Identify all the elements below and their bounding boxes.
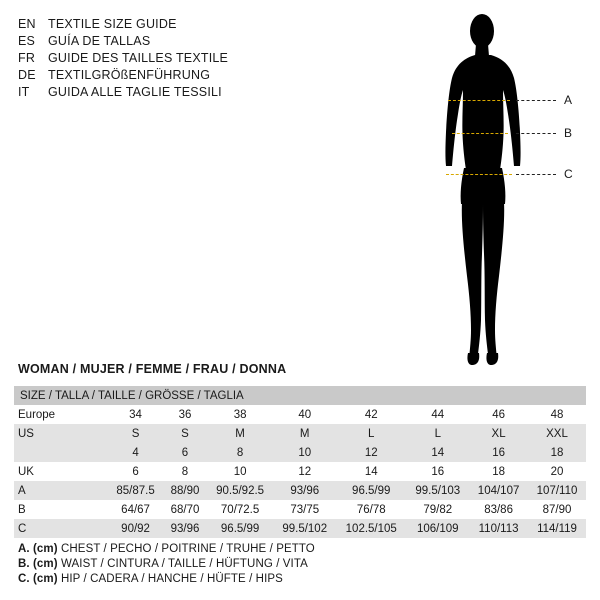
legend-row-c bbox=[18, 572, 578, 587]
cell: 70/72.5 bbox=[207, 500, 274, 519]
cell: S bbox=[108, 424, 163, 443]
chest-leader-line bbox=[516, 100, 556, 101]
row-label-b: B bbox=[14, 500, 108, 519]
cell: 18 bbox=[528, 443, 586, 462]
cell: L bbox=[336, 424, 406, 443]
cell: 64/67 bbox=[108, 500, 163, 519]
waist-guide-line bbox=[452, 133, 508, 134]
cell: 46 bbox=[469, 405, 528, 424]
cell: 4 bbox=[108, 443, 163, 462]
cell: 90/92 bbox=[108, 519, 163, 538]
cell: 42 bbox=[336, 405, 406, 424]
language-text-it: GUIDA ALLE TAGLIE TESSILI bbox=[48, 85, 222, 99]
cell: 6 bbox=[108, 462, 163, 481]
cell: 114/119 bbox=[528, 519, 586, 538]
row-label-c: C bbox=[14, 519, 108, 538]
table-row bbox=[14, 405, 586, 424]
legend-key-a: A. (cm) bbox=[18, 543, 58, 555]
cell: M bbox=[207, 424, 274, 443]
row-label-us-numeric bbox=[14, 443, 108, 462]
row-label-europe: Europe bbox=[14, 405, 108, 424]
cell: 16 bbox=[406, 462, 469, 481]
cell: 12 bbox=[273, 462, 336, 481]
hip-leader-line bbox=[516, 174, 556, 175]
cell: 79/82 bbox=[406, 500, 469, 519]
chest-guide-line bbox=[448, 100, 510, 101]
cell: L bbox=[406, 424, 469, 443]
cell: 90.5/92.5 bbox=[207, 481, 274, 500]
cell: 99.5/103 bbox=[406, 481, 469, 500]
cell: 10 bbox=[207, 462, 274, 481]
table-row bbox=[14, 519, 586, 538]
cell: 110/113 bbox=[469, 519, 528, 538]
language-row-it bbox=[18, 84, 278, 101]
cell: 10 bbox=[273, 443, 336, 462]
language-row-de bbox=[18, 67, 278, 84]
size-table-wrap bbox=[14, 386, 586, 538]
cell: S bbox=[163, 424, 207, 443]
legend-key-c: C. (cm) bbox=[18, 573, 58, 585]
size-table bbox=[14, 386, 586, 538]
cell: 12 bbox=[336, 443, 406, 462]
cell: 14 bbox=[406, 443, 469, 462]
language-code-en: EN bbox=[18, 17, 36, 31]
cell: 6 bbox=[163, 443, 207, 462]
cell: 93/96 bbox=[273, 481, 336, 500]
cell: 8 bbox=[163, 462, 207, 481]
row-label-us: US bbox=[14, 424, 108, 443]
marker-label-c: C bbox=[564, 167, 573, 181]
language-code-de: DE bbox=[18, 68, 36, 82]
cell: 83/86 bbox=[469, 500, 528, 519]
language-code-es: ES bbox=[18, 34, 36, 48]
cell: XXL bbox=[528, 424, 586, 443]
table-header-row bbox=[14, 386, 586, 405]
legend-key-b: B. (cm) bbox=[18, 558, 58, 570]
language-text-es: GUÍA DE TALLAS bbox=[48, 34, 151, 48]
cell: 107/110 bbox=[528, 481, 586, 500]
cell: 106/109 bbox=[406, 519, 469, 538]
female-body-silhouette-icon bbox=[420, 8, 600, 378]
marker-label-b: B bbox=[564, 126, 573, 140]
language-row-fr bbox=[18, 50, 278, 67]
language-code-fr: FR bbox=[18, 51, 36, 65]
language-row-es bbox=[18, 33, 278, 50]
cell: 16 bbox=[469, 443, 528, 462]
table-row bbox=[14, 481, 586, 500]
cell: 48 bbox=[528, 405, 586, 424]
cell: 36 bbox=[163, 405, 207, 424]
legend-row-a bbox=[18, 542, 578, 557]
language-row-en bbox=[18, 16, 278, 33]
cell: 99.5/102 bbox=[273, 519, 336, 538]
language-text-fr: GUIDE DES TAILLES TEXTILE bbox=[48, 51, 229, 65]
row-label-a: A bbox=[14, 481, 108, 500]
legend-row-b bbox=[18, 557, 578, 572]
cell: 34 bbox=[108, 405, 163, 424]
cell: M bbox=[273, 424, 336, 443]
table-row bbox=[14, 424, 586, 443]
cell: 85/87.5 bbox=[108, 481, 163, 500]
measurement-legend bbox=[18, 542, 578, 587]
cell: 96.5/99 bbox=[207, 519, 274, 538]
section-title-woman: WOMAN / MUJER / FEMME / FRAU / DONNA bbox=[18, 362, 287, 376]
marker-label-a: A bbox=[564, 93, 573, 107]
table-row bbox=[14, 443, 586, 462]
cell: 20 bbox=[528, 462, 586, 481]
cell: 40 bbox=[273, 405, 336, 424]
cell: 93/96 bbox=[163, 519, 207, 538]
cell: 38 bbox=[207, 405, 274, 424]
cell: 87/90 bbox=[528, 500, 586, 519]
legend-text-c: HIP / CADERA / HANCHE / HÜFTE / HIPS bbox=[60, 573, 283, 585]
table-row bbox=[14, 462, 586, 481]
cell: 68/70 bbox=[163, 500, 207, 519]
language-list bbox=[18, 16, 278, 101]
row-label-uk: UK bbox=[14, 462, 108, 481]
cell: 102.5/105 bbox=[336, 519, 406, 538]
language-code-it: IT bbox=[18, 85, 30, 99]
language-text-en: TEXTILE SIZE GUIDE bbox=[48, 17, 177, 31]
table-header-label: SIZE / TALLA / TAILLE / GRÖSSE / TAGLIA bbox=[14, 386, 586, 405]
cell: 88/90 bbox=[163, 481, 207, 500]
cell: 44 bbox=[406, 405, 469, 424]
table-row bbox=[14, 500, 586, 519]
cell: 14 bbox=[336, 462, 406, 481]
cell: 96.5/99 bbox=[336, 481, 406, 500]
cell: 104/107 bbox=[469, 481, 528, 500]
cell: 76/78 bbox=[336, 500, 406, 519]
waist-leader-line bbox=[516, 133, 556, 134]
hip-guide-line bbox=[446, 174, 512, 175]
cell: XL bbox=[469, 424, 528, 443]
language-text-de: TEXTILGRÖßENFÜHRUNG bbox=[48, 68, 211, 82]
legend-text-a: CHEST / PECHO / POITRINE / TRUHE / PETTO bbox=[60, 543, 315, 555]
cell: 18 bbox=[469, 462, 528, 481]
body-figure-area bbox=[420, 8, 600, 378]
cell: 8 bbox=[207, 443, 274, 462]
cell: 73/75 bbox=[273, 500, 336, 519]
legend-text-b: WAIST / CINTURA / TAILLE / HÜFTUNG / VITA bbox=[60, 558, 308, 570]
